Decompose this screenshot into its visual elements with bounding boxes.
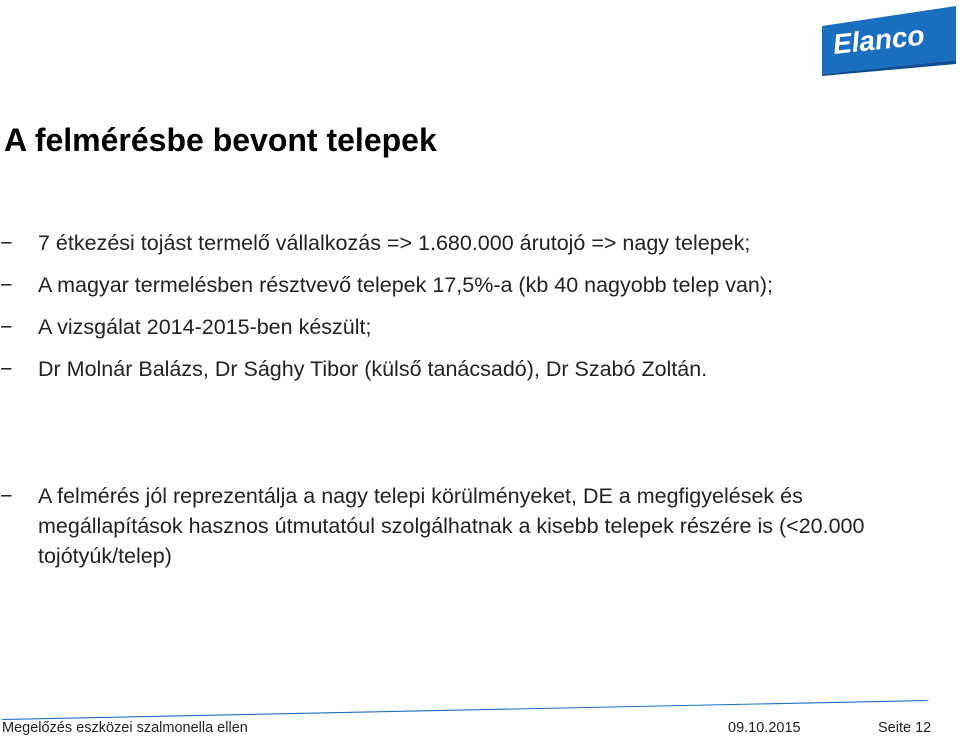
bullet-text: 7 étkezési tojást termelő vállalkozás => 1.680.000 árutojó => nagy telepek;: [38, 231, 751, 255]
footer-title: Megelőzés eszközei szalmonella ellen: [2, 720, 248, 736]
bullet-item: [0, 307, 940, 349]
summary-text: A felmérés jól reprezentálja a nagy telepi körülményeket, DE a megfigyelések és megállapítások hasznos útmutatóul szolgálhatnak a kisebb telepek részére is (<20.000 tojótyúk/telep): [38, 484, 865, 568]
bullet-list: [0, 223, 940, 391]
bullet-text: A magyar termelésben résztvevő telepek 17,5%-a (kb 40 nagyobb telep van);: [38, 273, 773, 297]
bullet-item: [0, 265, 940, 307]
footer: [0, 720, 940, 740]
summary-paragraph: [0, 481, 930, 571]
bullet-marker: −: [0, 231, 13, 255]
bullet-marker: −: [0, 484, 13, 508]
footer-divider: [0, 700, 930, 720]
elanco-logo-icon: [820, 4, 960, 76]
footer-divider-line: [0, 700, 930, 720]
bullet-text: A vizsgálat 2014-2015-ben készült;: [38, 315, 372, 339]
bullet-marker: −: [0, 315, 13, 339]
footer-date: 09.10.2015: [728, 720, 801, 736]
footer-page-number: Seite 12: [878, 720, 932, 736]
elanco-logo: [820, 4, 960, 76]
bullet-text: Dr Molnár Balázs, Dr Sághy Tibor (külső tanácsadó), Dr Szabó Zoltán.: [38, 357, 708, 381]
logo-text: Elanco: [831, 19, 926, 60]
bullet-item: [0, 349, 940, 391]
bullet-item: [0, 223, 940, 265]
slide-title: A felmérésbe bevont telepek: [4, 122, 437, 158]
bullet-marker: −: [0, 357, 13, 381]
bullet-marker: −: [0, 273, 13, 297]
